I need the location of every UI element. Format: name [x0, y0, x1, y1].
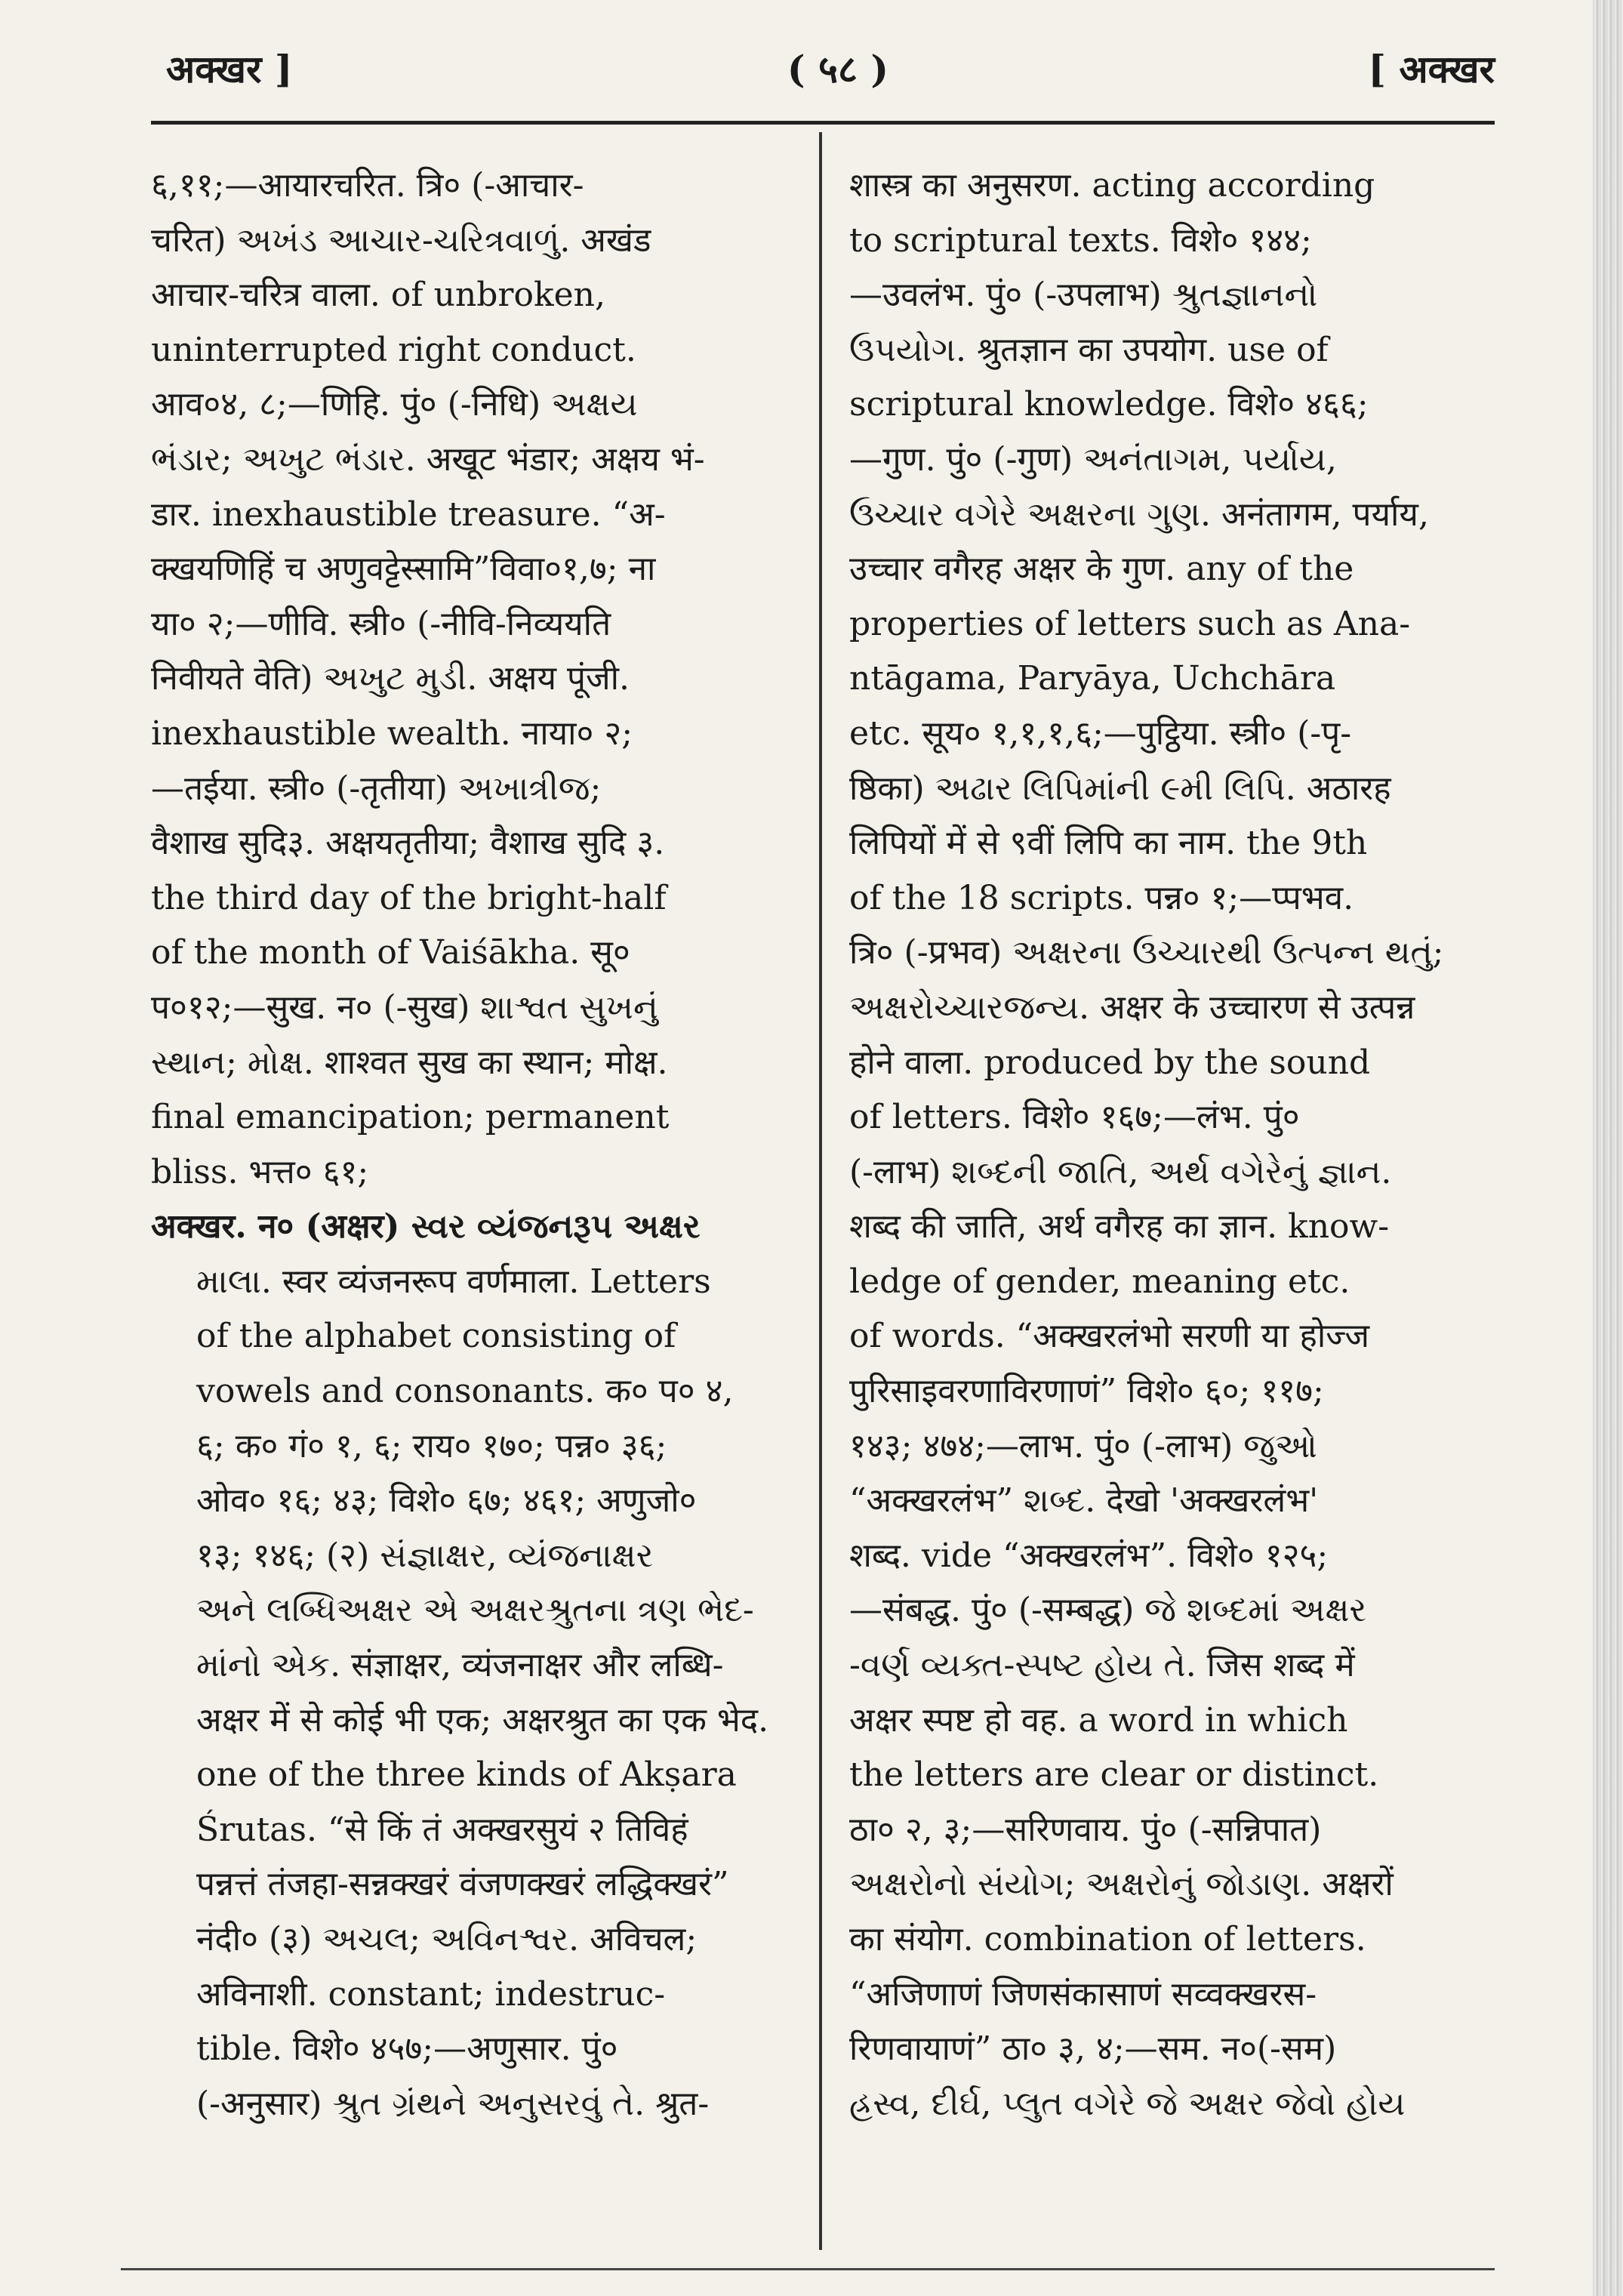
- text-line: “अजिणाणं जिणसंकासाणं सव्वक्खरस-: [849, 1974, 1317, 2014]
- text-line: bliss. भत्त० ६१;: [151, 1152, 369, 1191]
- text-line: of letters. विशे० १६७;—लंभ. पुं०: [849, 1098, 1300, 1137]
- text-line: त्रि० (-प्रभव) અક્ષરના ઉચ્ચારથી ઉત્પન્ન થતું;: [849, 933, 1444, 972]
- text-line: of the 18 scripts. पन्न० १;—प्पभव.: [849, 878, 1354, 917]
- text-line: to scriptural texts. विशे० १४४;: [849, 220, 1312, 260]
- text-line: ઉપયોગ. श्रुतज्ञान का उपयोग. use of: [849, 330, 1329, 369]
- text-line: आचार-चरित्र वाला. of unbroken,: [151, 276, 605, 315]
- text-line: शास्त्र का अनुसरण. acting according: [849, 166, 1375, 205]
- right-column: [849, 159, 1487, 2131]
- text-line: का संयोग. combination of letters.: [849, 1920, 1366, 1959]
- text-line: —संबद्ध. पुं० (-सम्बद्ध) જે શબ્દમાં અક્ષર: [849, 1591, 1367, 1630]
- header-left-word: अक्खर ]: [166, 47, 293, 91]
- text-line: properties of letters such as Ana-: [849, 604, 1411, 643]
- text-line: માલા. स्वर व्यंजनरूप वर्णमाला. Letters: [196, 1262, 711, 1301]
- text-line: one of the three kinds of Akṣara: [196, 1755, 737, 1795]
- text-line: ठा० २, ३;—सरिणवाय. पुं० (-सन्निपात): [849, 1810, 1322, 1849]
- text-line: अक्षर में से कोई भी एक; अक्षरश्रुत का एक भेद.: [196, 1700, 769, 1740]
- text-line: ६,११;—आयारचरित. त्रि० (-आचार-: [151, 166, 584, 205]
- text-line: होने वाला. produced by the sound: [849, 1043, 1371, 1082]
- text-line: ledge of gender, meaning etc.: [849, 1262, 1350, 1301]
- text-line: final emancipation; permanent: [151, 1098, 670, 1137]
- text-line: शब्द की जाति, अर्थ वगैरह का ज्ञान. know-: [849, 1207, 1390, 1247]
- text-line: —तईया. स्त्री० (-तृतीया) અખાત્રીજ;: [151, 769, 602, 808]
- text-line: निवीयते वेति) અખુટ મુડી. अक्षय पूंजी.: [151, 659, 630, 698]
- header-rule: [151, 121, 1495, 125]
- text-line: चरित) અખંડ આચાર-ચરિત્રવાળું. अखंड: [151, 220, 651, 260]
- text-line: १३; १४६; (२) સંજ્ઞાક્ષર, વ્યંજનાક્ષર: [196, 1536, 654, 1575]
- text-line: સ્થાન; મોક્ષ. शाश्वत सुख का स्थान; मोक्ष.: [151, 1043, 668, 1082]
- text-line: અક્ષરોનો સંયોગ; અક્ષરોનું જોડાણ. अक्षरों: [849, 1865, 1394, 1904]
- page-header: [151, 38, 1495, 98]
- text-line: હ્રસ્વ, દીર્ઘ, પ્લુત વગેરે જે અક્ષર જેવો હોય: [849, 2084, 1406, 2123]
- text-line: the third day of the bright-half: [151, 878, 667, 917]
- text-line: માંનો એક. संज्ञाक्षर, व्यंजनाक्षर और लब्धि-: [196, 1646, 724, 1685]
- text-line: tible. विशे० ४५७;—अणुसार. पुं०: [196, 2029, 618, 2069]
- text-line: અને લબ્ધિઅક્ષર એ અક્ષરશ્રુતના ત્રણ ભેદ-: [196, 1591, 754, 1630]
- text-line: Śrutas. “से किं तं अक्खरसुयं २ तिविहं: [196, 1810, 688, 1849]
- text-line: uninterrupted right conduct.: [151, 330, 636, 369]
- text-line: —गुण. पुं० (-गुण) અનંતાગમ, પર્યાય,: [849, 439, 1337, 479]
- text-line: ष्ठिका) અઢાર લિપિમાંની ૯મી લિપિ. अठारह: [849, 769, 1391, 808]
- text-line: वैशाख सुदि३. अक्षयतृतीया; वैशाख सुदि ३.: [151, 824, 665, 863]
- entry-headword-line: अक्खर. न० (अक्षर) સ્વર વ્યંજનરૂપ અક્ષર: [151, 1207, 701, 1247]
- text-line: अविनाशी. constant; indestruc-: [196, 1974, 666, 2014]
- text-line: डार. inexhaustible treasure. “अ-: [151, 495, 666, 534]
- text-line: ntāgama, Paryāya, Uchchāra: [849, 659, 1336, 698]
- text-line: ભંડાર; અખુટ ભંડાર. अखूट भंडार; अक्षय भं-: [151, 439, 705, 479]
- page-edge: [1593, 0, 1623, 2296]
- page-number: ( ५८ ): [787, 47, 889, 91]
- text-line: ६; क० गं० १, ६; राय० १७०; पन्न० ३६;: [196, 1426, 667, 1465]
- text-line: (-लाभ) શબ્દની જાતિ, અર્થ વગેરેનું જ્ઞાન.: [849, 1152, 1392, 1191]
- text-line: पन्नत्तं तंजहा-सन्नक्खरं वंजणक्खरं लद्धिक्खरं”: [196, 1865, 729, 1904]
- header-right-word: [ अक्खर: [1368, 47, 1495, 91]
- text-line: of words. “अक्खरलंभो सरणी या होज्ज: [849, 1317, 1370, 1356]
- text-line: the letters are clear or distinct.: [849, 1755, 1379, 1795]
- text-line: —उवलंभ. पुं० (-उपलाभ) શ્રુતજ્ઞાનનો: [849, 276, 1318, 315]
- text-line: शब्द. vide “अक्खरलंभ”. विशे० १२५;: [849, 1536, 1329, 1575]
- text-line: of the alphabet consisting of: [196, 1317, 676, 1356]
- text-line: (-अनुसार) શ્રુત ગ્રંથને અનુસરવું તે. श्रुत-: [196, 2084, 710, 2123]
- left-column: [151, 159, 815, 2131]
- text-line: रिणवायाणं” ठा० ३, ४;—सम. न०(-सम): [849, 2029, 1337, 2069]
- text-line: -વર્ણ વ્યક્ત-સ્પષ્ટ હોય તે. जिस शब्द में: [849, 1646, 1355, 1685]
- text-line: vowels and consonants. क० प० ४,: [196, 1372, 734, 1411]
- column-divider: [819, 132, 822, 2250]
- text-line: of the month of Vaiśākha. सू०: [151, 933, 630, 972]
- text-line: प०१२;—सुख. न० (-सुख) શાશ્વત સુખનું: [151, 988, 658, 1027]
- text-line: scriptural knowledge. विशे० ४६६;: [849, 385, 1369, 424]
- footer-rule: [121, 2268, 1495, 2270]
- text-line: ओव० १६; ४३; विशे० ६७; ४६१; अणुजो०: [196, 1481, 697, 1521]
- text-line: etc. सूय० १,१,१,६;—पुट्ठिया. स्त्री० (-पृ-: [849, 713, 1352, 753]
- text-line: “अक्खरलंभ” શબ્દ. देखो 'अक्खरलंभ': [849, 1481, 1319, 1521]
- text-line: inexhaustible wealth. नाया० २;: [151, 713, 633, 753]
- text-line: आव०४, ८;—णिहि. पुं० (-निधि) અક્ષય: [151, 385, 638, 424]
- text-line: अक्षर स्पष्ट हो वह. a word in which: [849, 1700, 1348, 1740]
- text-line: नंदी० (३) અચલ; અવિનશ્વર. अविचल;: [196, 1920, 698, 1959]
- text-line: क्खयणिहिं च अणुवट्टेस्सामि”विवा०१,७; ना: [151, 550, 656, 589]
- text-line: ઉચ્ચાર વગેરે અક્ષરના ગુણ. अनंतागम, पर्याय,: [849, 495, 1429, 534]
- text-line: उच्चार वगैरह अक्षर के गुण. any of the: [849, 550, 1354, 589]
- text-line: लिपियों में से ९वीं लिपि का नाम. the 9th: [849, 824, 1368, 863]
- text-line: पुरिसाइवरणाविरणाणं” विशे० ६०; ११७;: [849, 1372, 1324, 1411]
- text-line: या० २;—णीवि. स्त्री० (-नीवि-निव्ययति: [151, 604, 611, 643]
- text-line: અક્ષરોચ્ચારજન્ય. अक्षर के उच्चारण से उत्पन्न: [849, 988, 1415, 1027]
- text-line: १४३; ४७४;—लाभ. पुं० (-लाभ) જુઓ: [849, 1426, 1317, 1465]
